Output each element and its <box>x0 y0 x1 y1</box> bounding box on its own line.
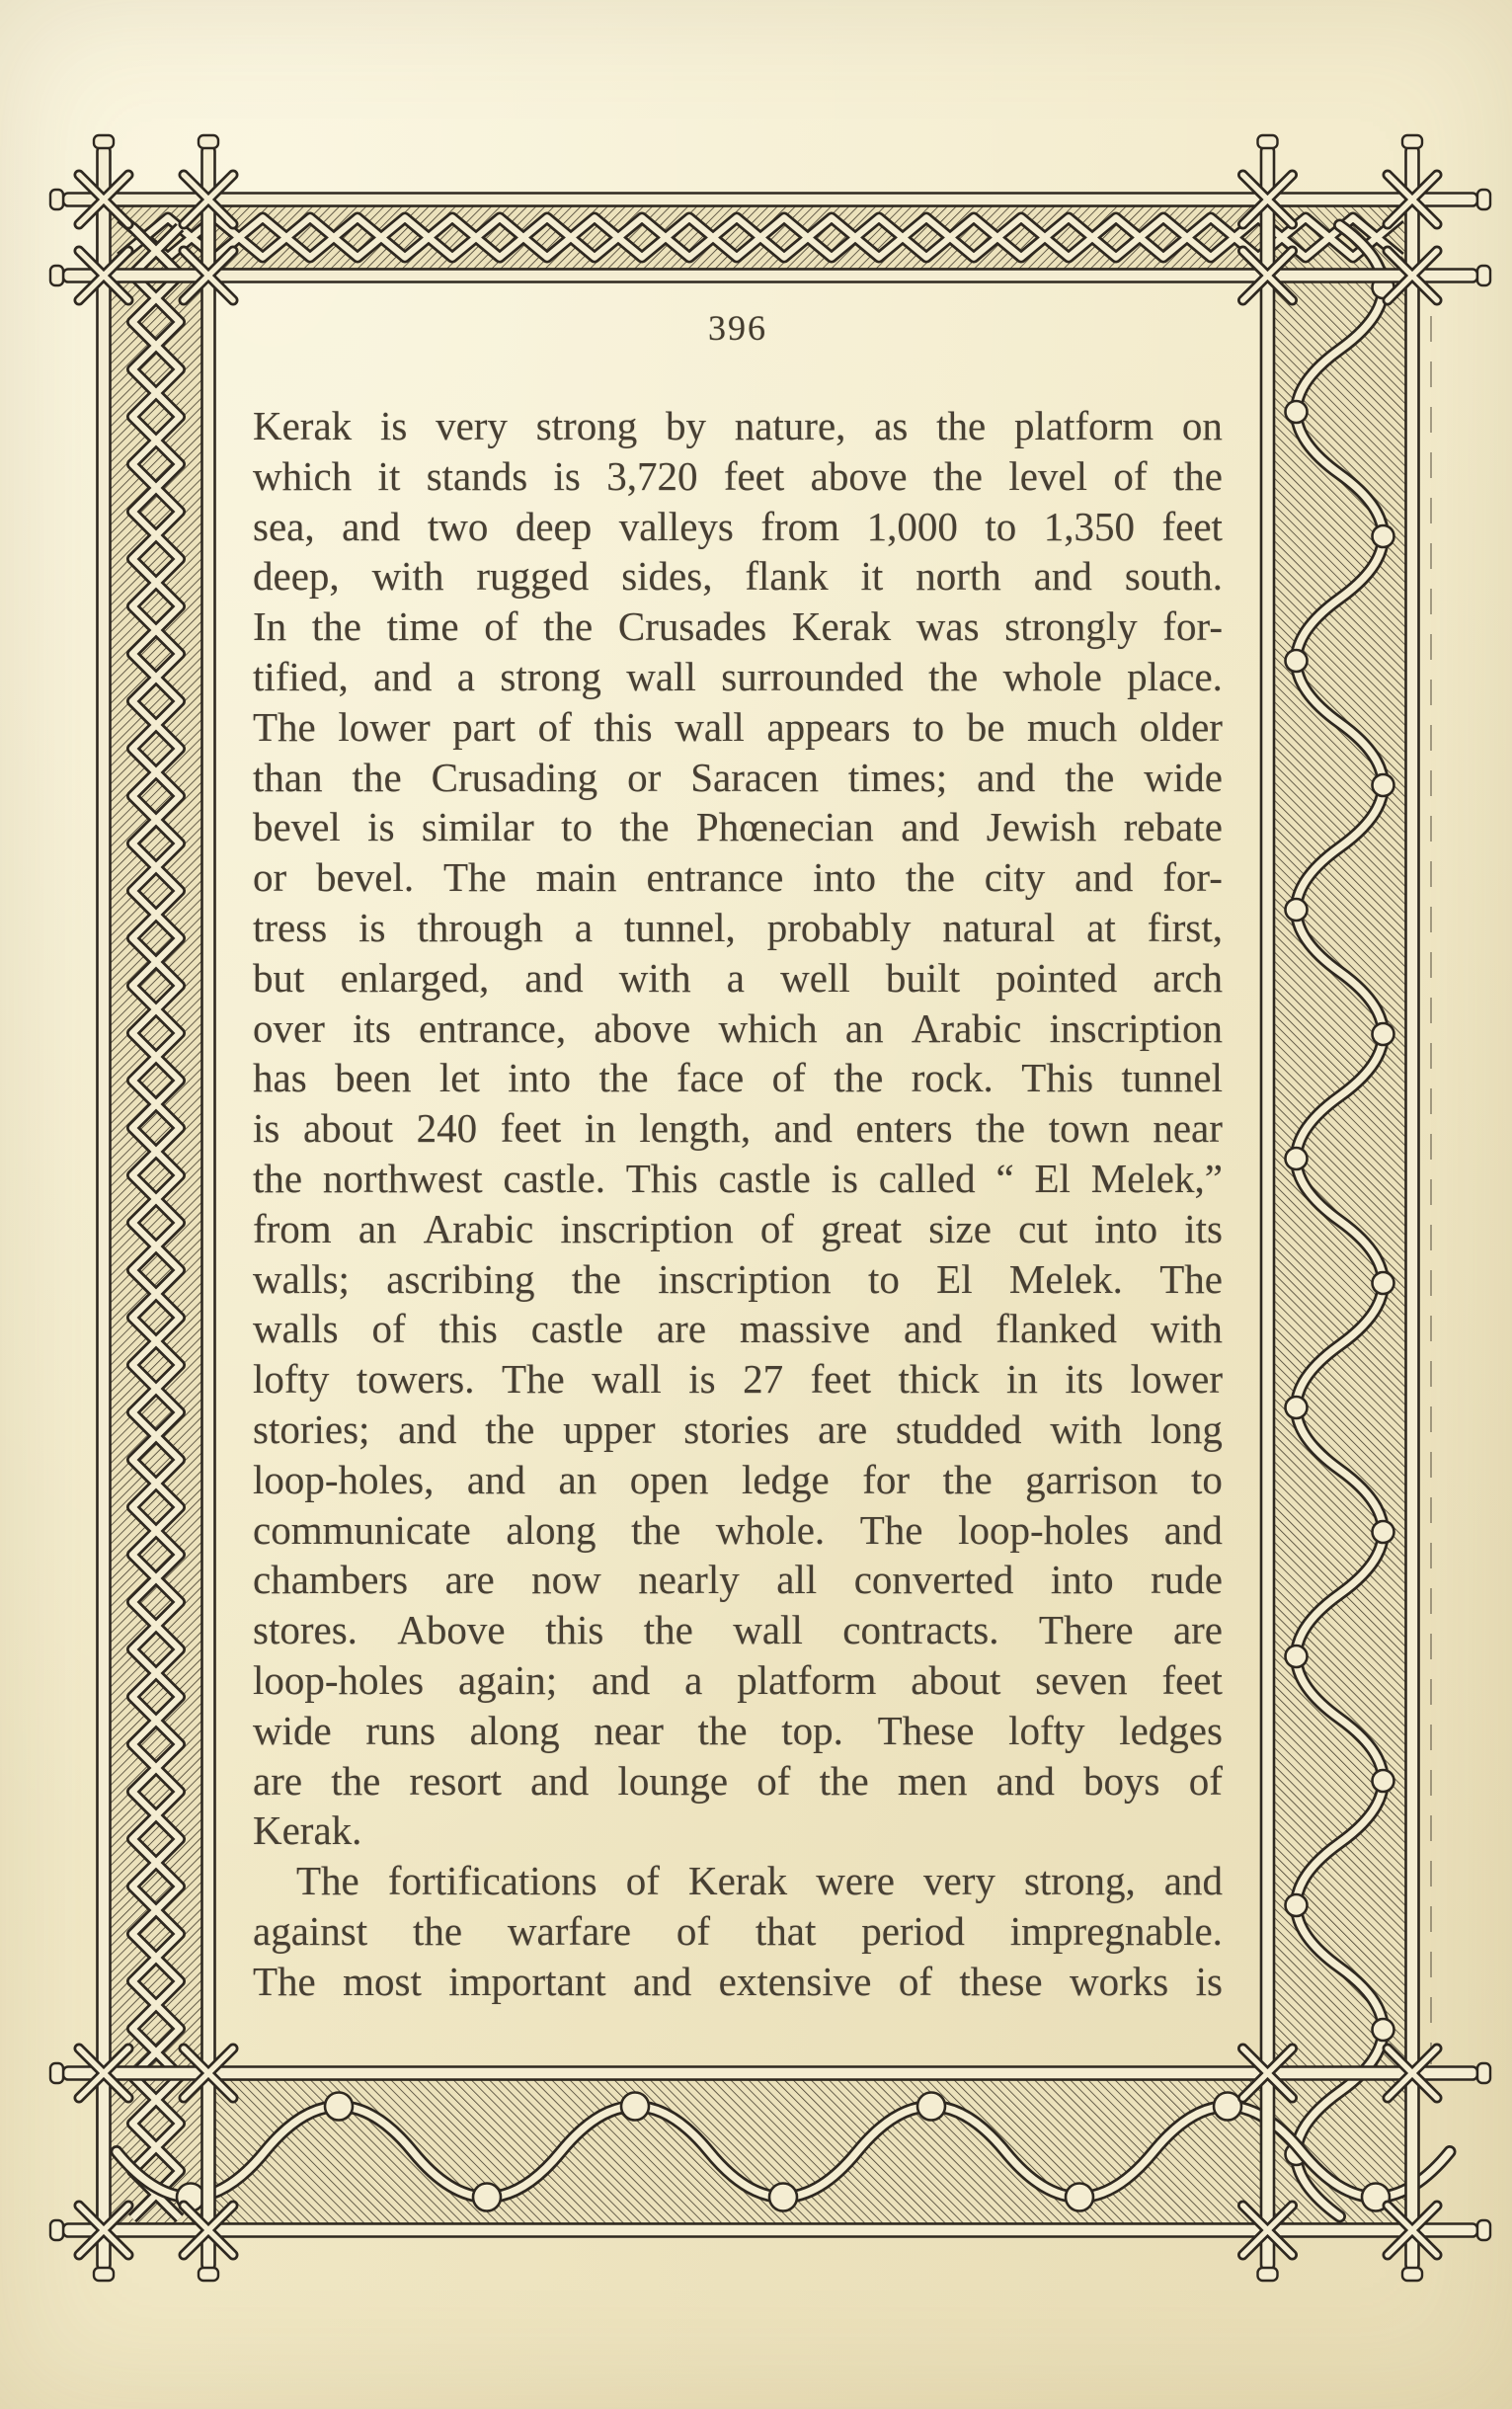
text-line: from an Arabic inscription of great size cut into its <box>253 1205 1223 1251</box>
page-number: 396 <box>708 308 767 348</box>
text-line: wide runs along near the top. These lofty ledges <box>253 1707 1223 1753</box>
text-line: chambers are now nearly all converted into rude <box>253 1557 1223 1603</box>
text-line: Kerak is very strong by nature, as the platform on <box>253 403 1223 448</box>
text-line: walls of this castle are massive and flanked with <box>253 1306 1223 1352</box>
text-line: tress is through a tunnel, probably natural at first, <box>253 904 1223 950</box>
text-line: over its entrance, above which an Arabic inscription <box>253 1004 1223 1051</box>
text-line: tified, and a strong wall surrounded the whole place. <box>253 653 1223 699</box>
text-line: lofty towers. The wall is 27 feet thick in its lower <box>253 1356 1223 1403</box>
text-line: sea, and two deep valleys from 1,000 to 1,350 feet <box>253 503 1223 549</box>
text-line: deep, with rugged sides, flank it north and south. <box>253 553 1223 600</box>
text-line: or bevel. The main entrance into the city and for- <box>253 854 1223 901</box>
text-line: communicate along the whole. The loop-holes and <box>253 1506 1223 1553</box>
text-line: stories; and the upper stories are studded with long <box>253 1405 1223 1452</box>
text-line: are the resort and lounge of the men and boys of <box>253 1757 1223 1804</box>
text-line: The fortifications of Kerak were very strong, and <box>296 1858 1223 1904</box>
text-line: but enlarged, and with a well built pointed arch <box>253 954 1223 1001</box>
text-line: the northwest castle. This castle is called “ El Melek,” <box>253 1155 1223 1201</box>
text-line: The most important and extensive of these works is <box>253 1958 1223 2004</box>
text-line: loop-holes again; and a platform about seven feet <box>253 1656 1223 1703</box>
text-line: In the time of the Crusades Kerak was strongly for- <box>253 603 1223 650</box>
text-line: is about 240 feet in length, and enters the town near <box>253 1105 1223 1152</box>
text-line: loop-holes, and an open ledge for the garrison to <box>253 1456 1223 1502</box>
text-line: has been let into the face of the rock. This tunnel <box>253 1055 1223 1101</box>
text-line: The lower part of this wall appears to be much older <box>253 703 1223 750</box>
text-line: against the warfare of that period impregnable. <box>253 1907 1223 1954</box>
text-line: walls; ascribing the inscription to El Melek. The <box>253 1255 1223 1302</box>
text-line: which it stands is 3,720 feet above the level of the <box>253 452 1223 499</box>
text-line: bevel is similar to the Phœnecian and Jewish rebate <box>253 804 1223 850</box>
body-text <box>253 401 1223 2007</box>
text-line: Kerak. <box>253 1807 362 1854</box>
text-line: stores. Above this the wall contracts. There are <box>253 1607 1223 1653</box>
text-line: than the Crusading or Saracen times; and the wide <box>253 754 1223 800</box>
